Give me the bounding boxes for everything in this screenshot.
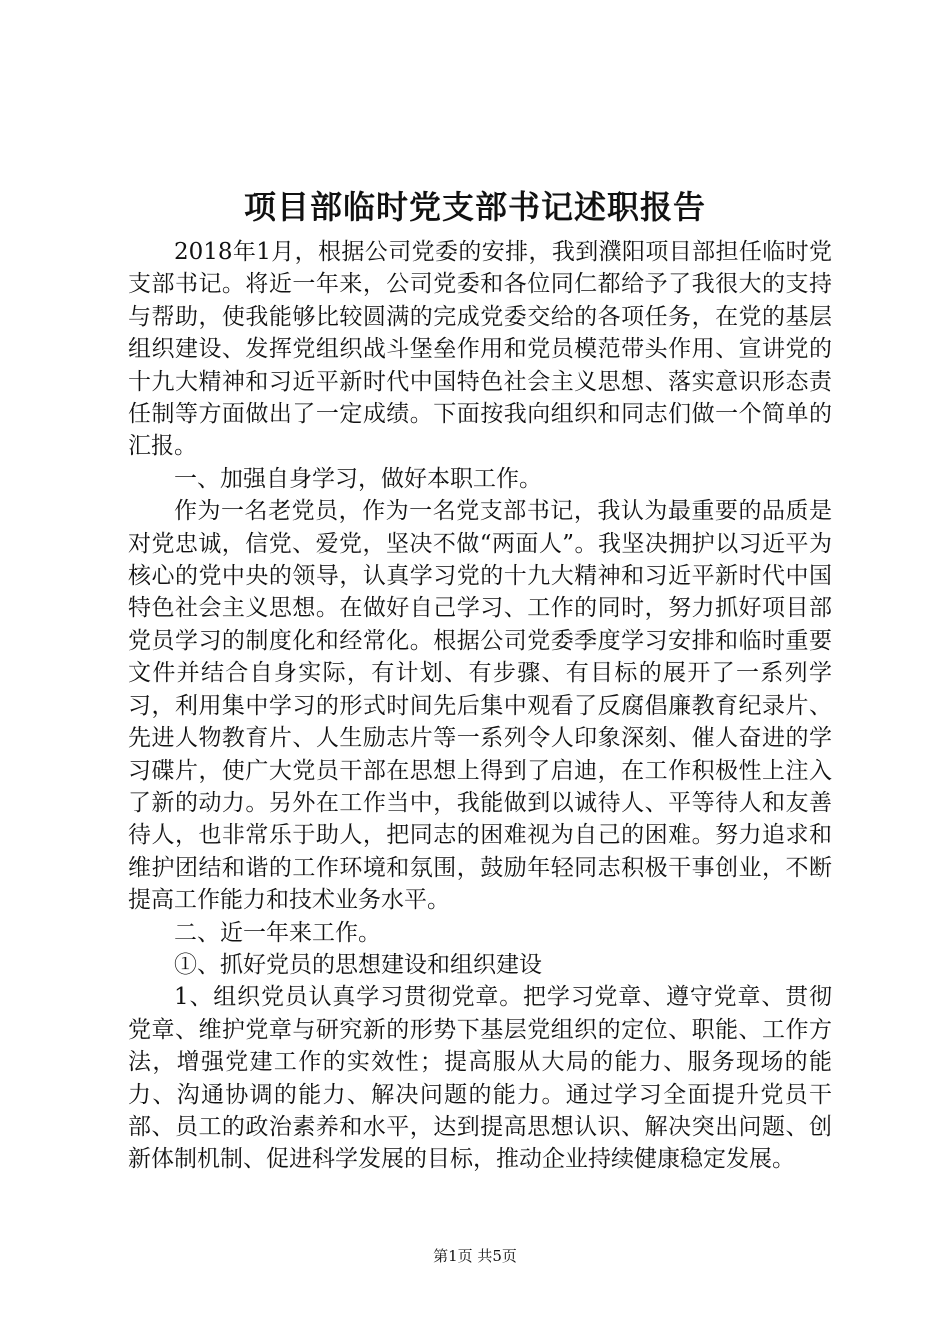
paragraph-intro: 2018年1月，根据公司党委的安排，我到濮阳项目部担任临时党支部书记。将近一年来，公司党委和各位同仁都给予了我很大的支持与帮助，使我能够比较圆满的完成党委交给的各项任务，在党的基层组织建设、发挥党组织战斗堡垒作用和党员模范带头作用、宣讲党的十九大精神和习近平新时代中国特色社会主义思想、落实意识形态责任制等方面做出了一定成绩。下面按我向组织和同志们做一个简单的汇报。 <box>128 239 832 460</box>
document-title: 项目部临时党支部书记述职报告 <box>243 188 706 226</box>
section-heading-1: 一、加强自身学习，做好本职工作。 <box>174 465 542 492</box>
document-body <box>128 236 832 1176</box>
subsection-heading-1: ①、抓好党员的思想建设和组织建设 <box>174 951 542 978</box>
section-heading-2: 二、近一年来工作。 <box>174 919 381 946</box>
paragraph-party-constitution: 1、组织党员认真学习贯彻党章。把学习党章、遵守党章、贯彻党章、维护党章与研究新的形势下基层党组织的定位、职能、工作方法，增强党建工作的实效性；提高服从大局的能力、服务现场的能力、沟通协调的能力、解决问题的能力。通过学习全面提升党员干部、员工的政治素养和水平，达到提高思想认识、解决突出问题、创新体制机制、促进科学发展的目标，推动企业持续健康稳定发展。 <box>128 984 832 1173</box>
page-footer: 第1页 共5页 <box>433 1247 517 1265</box>
paragraph-study: 作为一名老党员，作为一名党支部书记，我认为最重要的品质是对党忠诚，信党、爱党，坚决不做“两面人”。我坚决拥护以习近平为核心的党中央的领导，认真学习党的十九大精神和习近平新时代中国特色社会主义思想。在做好自己学习、工作的同时，努力抓好项目部党员学习的制度化和经常化。根据公司党委季度学习安排和临时重要文件并结合自身实际，有计划、有步骤、有目标的展开了一系列学习，利用集中学习的形式时间先后集中观看了反腐倡廉教育纪录片、先进人物教育片、人生励志片等一系列令人印象深刻、催人奋进的学习碟片，使广大党员干部在思想上得到了启迪，在工作积极性上注入了新的动力。另外在工作当中，我能做到以诚待人、平等待人和友善待人，也非常乐于助人，把同志的困难视为自己的困难。努力追求和维护团结和谐的工作环境和氛围，鼓励年轻同志积极干事创业，不断提高工作能力和技术业务水平。 <box>128 498 832 914</box>
